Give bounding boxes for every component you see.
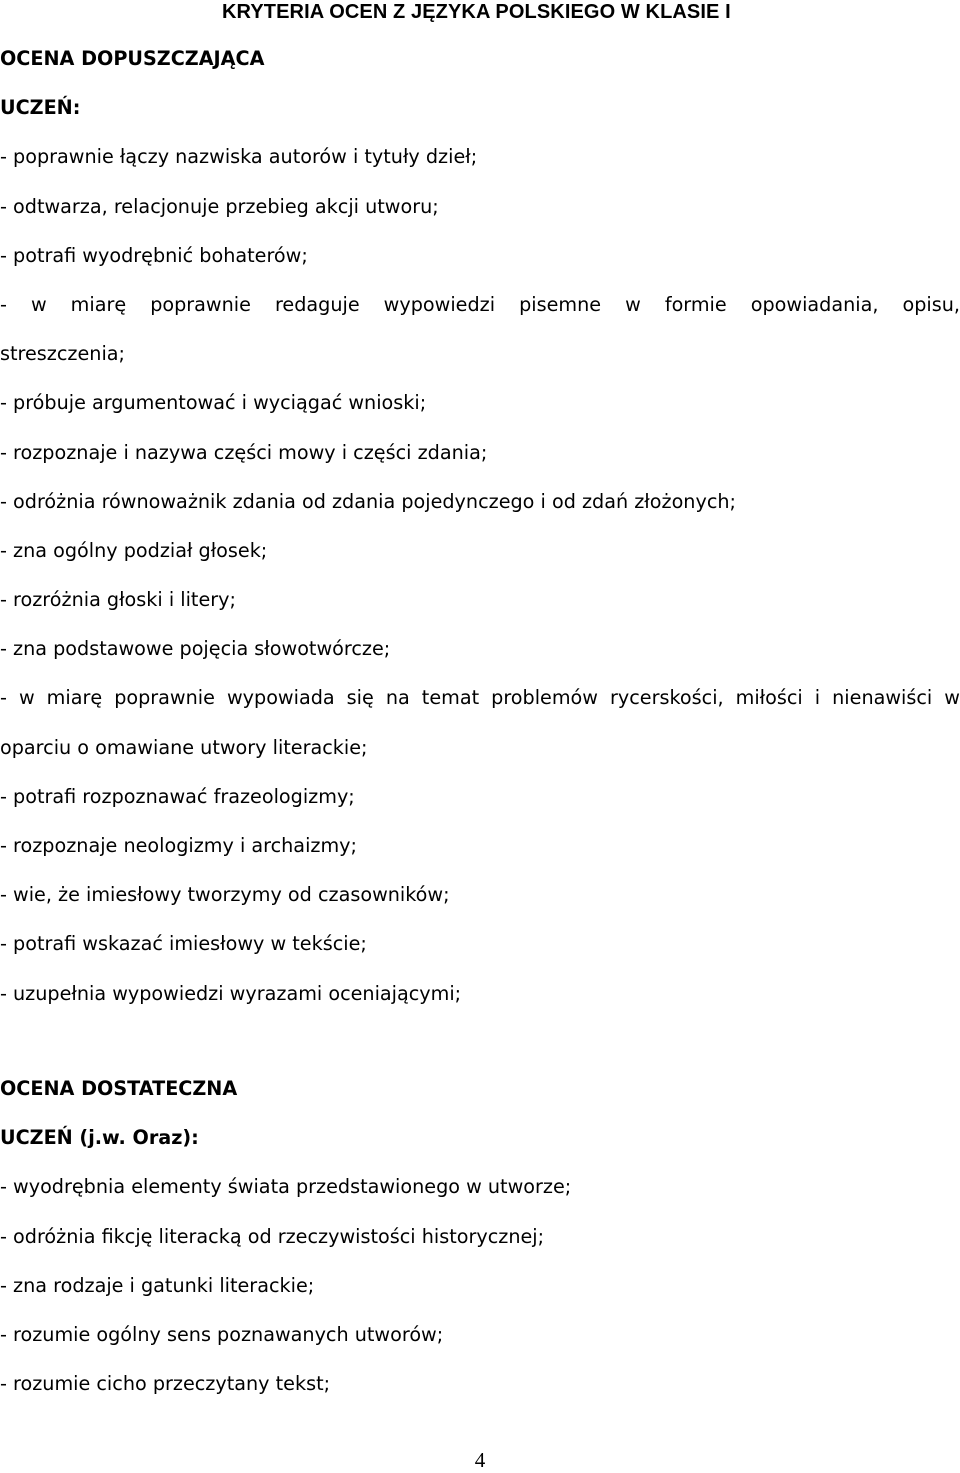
section-ocena-dostateczna	[0, 1064, 960, 1408]
criterion-line: - próbuje argumentować i wyciągać wnioski;	[0, 391, 427, 415]
criterion-line: - odtwarza, relacjonuje przebieg akcji utworu;	[0, 194, 439, 218]
section-subheading: UCZEŃ:	[0, 96, 81, 120]
criterion-line: - zna podstawowe pojęcia słowotwórcze;	[0, 637, 391, 661]
criterion-line: - rozumie ogólny sens poznawanych utworów;	[0, 1322, 444, 1346]
criterion-line: - potrafi rozpoznawać frazeologizmy;	[0, 784, 355, 808]
criterion-line: - odróżnia równoważnik zdania od zdania pojedynczego i od zdań złożonych;	[0, 489, 737, 513]
criterion-line-continued: oparciu o omawiane utwory literackie;	[0, 735, 368, 759]
criterion-line: - w miarę poprawnie wypowiada się na temat problemów rycerskości, miłości i nienawiści w	[0, 686, 960, 710]
criterion-line: - wyodrębnia elementy świata przedstawionego w utworze;	[0, 1175, 572, 1199]
criterion-line: - potrafi wyodrębnić bohaterów;	[0, 243, 308, 267]
criterion-line: - potrafi wskazać imiesłowy w tekście;	[0, 932, 367, 956]
criterion-line: - w miarę poprawnie redaguje wypowiedzi pisemne w formie opowiadania, opisu,	[0, 292, 960, 316]
document-title: KRYTERIA OCEN Z JĘZYKA POLSKIEGO W KLASIE I	[222, 1, 731, 23]
section-ocena-dopuszczajaca	[0, 34, 960, 1018]
section-heading: OCENA DOSTATECZNA	[0, 1077, 238, 1100]
criterion-line: - rozróżnia głoski i litery;	[0, 588, 236, 612]
criterion-line: - rozumie cicho przeczytany tekst;	[0, 1372, 331, 1396]
criterion-line: - uzupełnia wypowiedzi wyrazami oceniającymi;	[0, 981, 462, 1005]
criterion-line: - rozpoznaje i nazywa części mowy i części zdania;	[0, 440, 488, 464]
criterion-line: - poprawnie łączy nazwiska autorów i tytuły dzieł;	[0, 145, 478, 169]
criterion-line-continued: streszczenia;	[0, 342, 125, 366]
criterion-line: - zna ogólny podział głosek;	[0, 538, 268, 562]
criterion-line: - zna rodzaje i gatunki literackie;	[0, 1273, 315, 1297]
section-heading: OCENA DOPUSZCZAJĄCA	[0, 47, 265, 70]
page-number: 4	[474, 1448, 486, 1472]
criterion-line: - rozpoznaje neologizmy i archaizmy;	[0, 834, 357, 857]
section-subheading: UCZEŃ (j.w. Oraz):	[0, 1126, 199, 1150]
criterion-line: - odróżnia fikcję literacką od rzeczywistości historycznej;	[0, 1224, 545, 1248]
criterion-line: - wie, że imiesłowy tworzymy od czasowników;	[0, 883, 450, 907]
